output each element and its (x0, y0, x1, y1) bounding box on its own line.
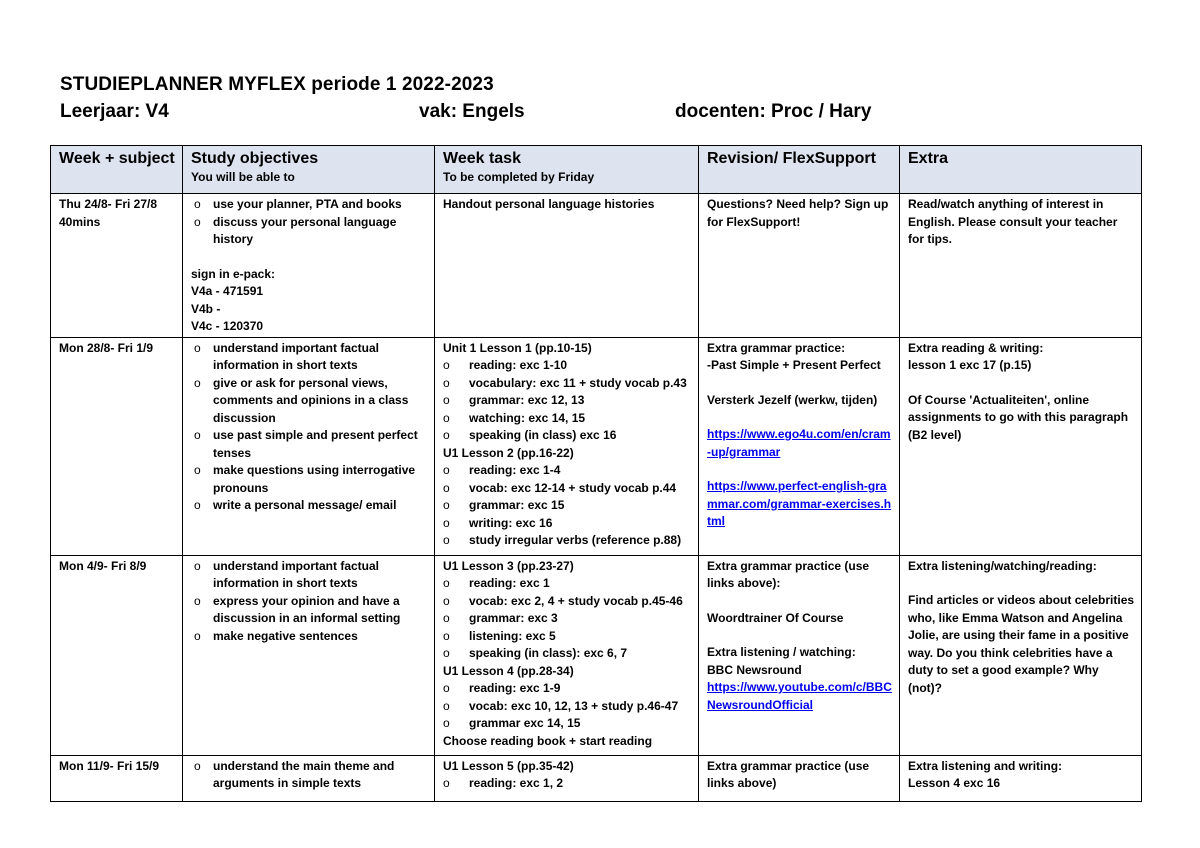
week-text: Mon 11/9- Fri 15/9 (59, 758, 160, 773)
task-item: o grammar: exc 15 (443, 497, 692, 515)
objective-item: o understand important factual information in short texts (191, 558, 428, 593)
objective-item: o give or ask for personal views, comments and opinions in a class discussion (191, 375, 428, 428)
objective-item: o make negative sentences (191, 628, 428, 646)
resource-link[interactable]: https://www.ego4u.com/en/cram-up/grammar (707, 427, 891, 459)
sign-in-text: V4a - 471591 (191, 284, 264, 298)
task-item: o grammar exc 14, 15 (443, 715, 692, 733)
docenten-label: docenten: Proc / Hary (675, 101, 872, 122)
task-item: o listening: exc 5 (443, 628, 692, 646)
task-item: o reading: exc 1-4 (443, 462, 692, 480)
extra-cell (900, 194, 1142, 338)
leerjaar-label: Leerjaar: V4 (60, 101, 169, 122)
objective-item: o discuss your personal language history (191, 214, 428, 249)
revision-text: -Past Simple + Present Perfect (707, 358, 881, 372)
week-text: Mon 28/8- Fri 1/9 (59, 340, 154, 355)
task-item: o vocabulary: exc 11 + study vocab p.43 (443, 375, 692, 393)
task-item: o vocab: exc 2, 4 + study vocab p.45-46 (443, 593, 692, 611)
column-header: Week + subject (51, 146, 183, 194)
objectives-list (191, 758, 428, 793)
objective-item: o understand important factual information in short texts (191, 340, 428, 375)
extra-text: lesson 1 exc 17 (p.15) (908, 358, 1032, 372)
revision-text: Woordtrainer Of Course (707, 610, 844, 625)
extra-text: Extra listening/watching/reading: (908, 558, 1097, 573)
revision-text: BBC Newsround (707, 662, 802, 677)
task-item: o vocab: exc 10, 12, 13 + study p.46-47 (443, 698, 692, 716)
resource-link[interactable]: https://www.youtube.com/c/BBCNewsroundOfficial (707, 680, 892, 712)
task-item: U1 Lesson 3 (pp.23-27) (443, 558, 574, 573)
spacer (707, 627, 893, 644)
objectives-list (191, 196, 428, 249)
week-cell (51, 194, 183, 338)
extra-text: Find articles or videos about celebrities who, like Emma Watson and Angelina Jolie, are using their fame in a positive way. Do you think celebrities have a duty to set a good example? Why (not)? (908, 593, 1135, 695)
revision-cell (699, 755, 900, 801)
week-cell (51, 755, 183, 801)
spacer (908, 375, 1135, 392)
objective-item: o understand the main theme and arguments in simple texts (191, 758, 428, 793)
extra-text: Read/watch anything of interest in English. Please consult your teacher for tips. (908, 197, 1118, 246)
objective-item: o use your planner, PTA and books (191, 196, 428, 214)
table-row (51, 194, 1142, 338)
week-text: Mon 4/9- Fri 8/9 (59, 558, 147, 573)
revision-text: Extra grammar practice: (707, 340, 846, 355)
extra-cell (900, 337, 1142, 555)
week-cell (51, 555, 183, 755)
task-item: U1 Lesson 4 (pp.28-34) (443, 663, 574, 678)
extra-text: Extra reading & writing: (908, 340, 1044, 355)
objective-item: o make questions using interrogative pronouns (191, 462, 428, 497)
spacer (707, 375, 893, 392)
objective-item: o use past simple and present perfect tenses (191, 427, 428, 462)
objectives-list (191, 340, 428, 515)
column-header: Week task To be completed by Friday (435, 146, 699, 194)
sign-in-text: V4b - (191, 301, 221, 316)
objectives-cell (183, 194, 435, 338)
revision-text: Extra listening / watching: (707, 645, 856, 659)
task-item: o writing: exc 16 (443, 515, 692, 533)
objective-item: o express your opinion and have a discussion in an informal setting (191, 593, 428, 628)
objectives-cell (183, 755, 435, 801)
week-text: 40mins (59, 214, 101, 229)
spacer (908, 575, 1135, 592)
objectives-cell (183, 337, 435, 555)
task-item: Unit 1 Lesson 1 (pp.10-15) (443, 340, 592, 355)
sign-in-text: V4c - 120370 (191, 319, 264, 333)
table-header-row (51, 146, 1142, 194)
week-task-cell (435, 194, 699, 338)
column-header: Revision/ FlexSupport (699, 146, 900, 194)
resource-link[interactable]: https://www.perfect-english-grammar.com/grammar-exercises.html (707, 479, 892, 528)
spacer (707, 461, 893, 478)
week-text: Thu 24/8- Fri 27/8 (59, 197, 158, 211)
column-header: Study objectives You will be able to (183, 146, 435, 194)
spacer (707, 409, 893, 426)
extra-cell (900, 755, 1142, 801)
task-item: o reading: exc 1, 2 (443, 775, 692, 793)
task-item: o watching: exc 14, 15 (443, 410, 692, 428)
objective-item: o write a personal message/ email (191, 497, 428, 515)
task-item: o reading: exc 1 (443, 575, 692, 593)
task-item: o speaking (in class): exc 6, 7 (443, 645, 692, 663)
task-item: Choose reading book + start reading (443, 733, 653, 748)
task-item: o reading: exc 1-10 (443, 357, 692, 375)
task-item: o speaking (in class) exc 16 (443, 427, 692, 445)
revision-text: Extra grammar practice (use links above): (707, 558, 870, 590)
task-item: o grammar: exc 3 (443, 610, 692, 628)
extra-text: Lesson 4 exc 16 (908, 776, 1001, 790)
revision-text: Questions? Need help? Sign up for FlexSupport! (707, 197, 889, 229)
spacer (191, 249, 428, 266)
extra-cell (900, 555, 1142, 755)
table-row (51, 337, 1142, 555)
task-item: o reading: exc 1-9 (443, 680, 692, 698)
revision-text: Versterk Jezelf (werkw, tijden) (707, 392, 878, 407)
revision-cell (699, 337, 900, 555)
task-item: U1 Lesson 5 (pp.35-42) (443, 758, 574, 773)
revision-text: Extra grammar practice (use links above) (707, 758, 870, 790)
page-title: STUDIEPLANNER MYFLEX periode 1 2022-2023 (60, 74, 494, 95)
week-task-cell (435, 337, 699, 555)
vak-label: vak: Engels (419, 101, 525, 122)
table-row (51, 755, 1142, 801)
table-row (51, 555, 1142, 755)
revision-cell (699, 194, 900, 338)
task-item: U1 Lesson 2 (pp.16-22) (443, 445, 574, 460)
task-item: o study irregular verbs (reference p.88) (443, 532, 692, 550)
task-item: o vocab: exc 12-14 + study vocab p.44 (443, 480, 692, 498)
extra-text: Of Course 'Actualiteiten', online assignments to go with this paragraph (B2 level) (908, 392, 1129, 442)
week-task-cell (435, 555, 699, 755)
task-item: Handout personal language histories (443, 197, 655, 211)
task-item: o grammar: exc 12, 13 (443, 392, 692, 410)
sign-in-text: sign in e-pack: (191, 266, 276, 281)
week-cell (51, 337, 183, 555)
week-task-cell (435, 755, 699, 801)
study-planner-table (50, 145, 1142, 802)
objectives-list (191, 558, 428, 646)
spacer (707, 593, 893, 610)
objectives-cell (183, 555, 435, 755)
column-header: Extra (900, 146, 1142, 194)
revision-cell (699, 555, 900, 755)
extra-text: Extra listening and writing: (908, 758, 1063, 773)
